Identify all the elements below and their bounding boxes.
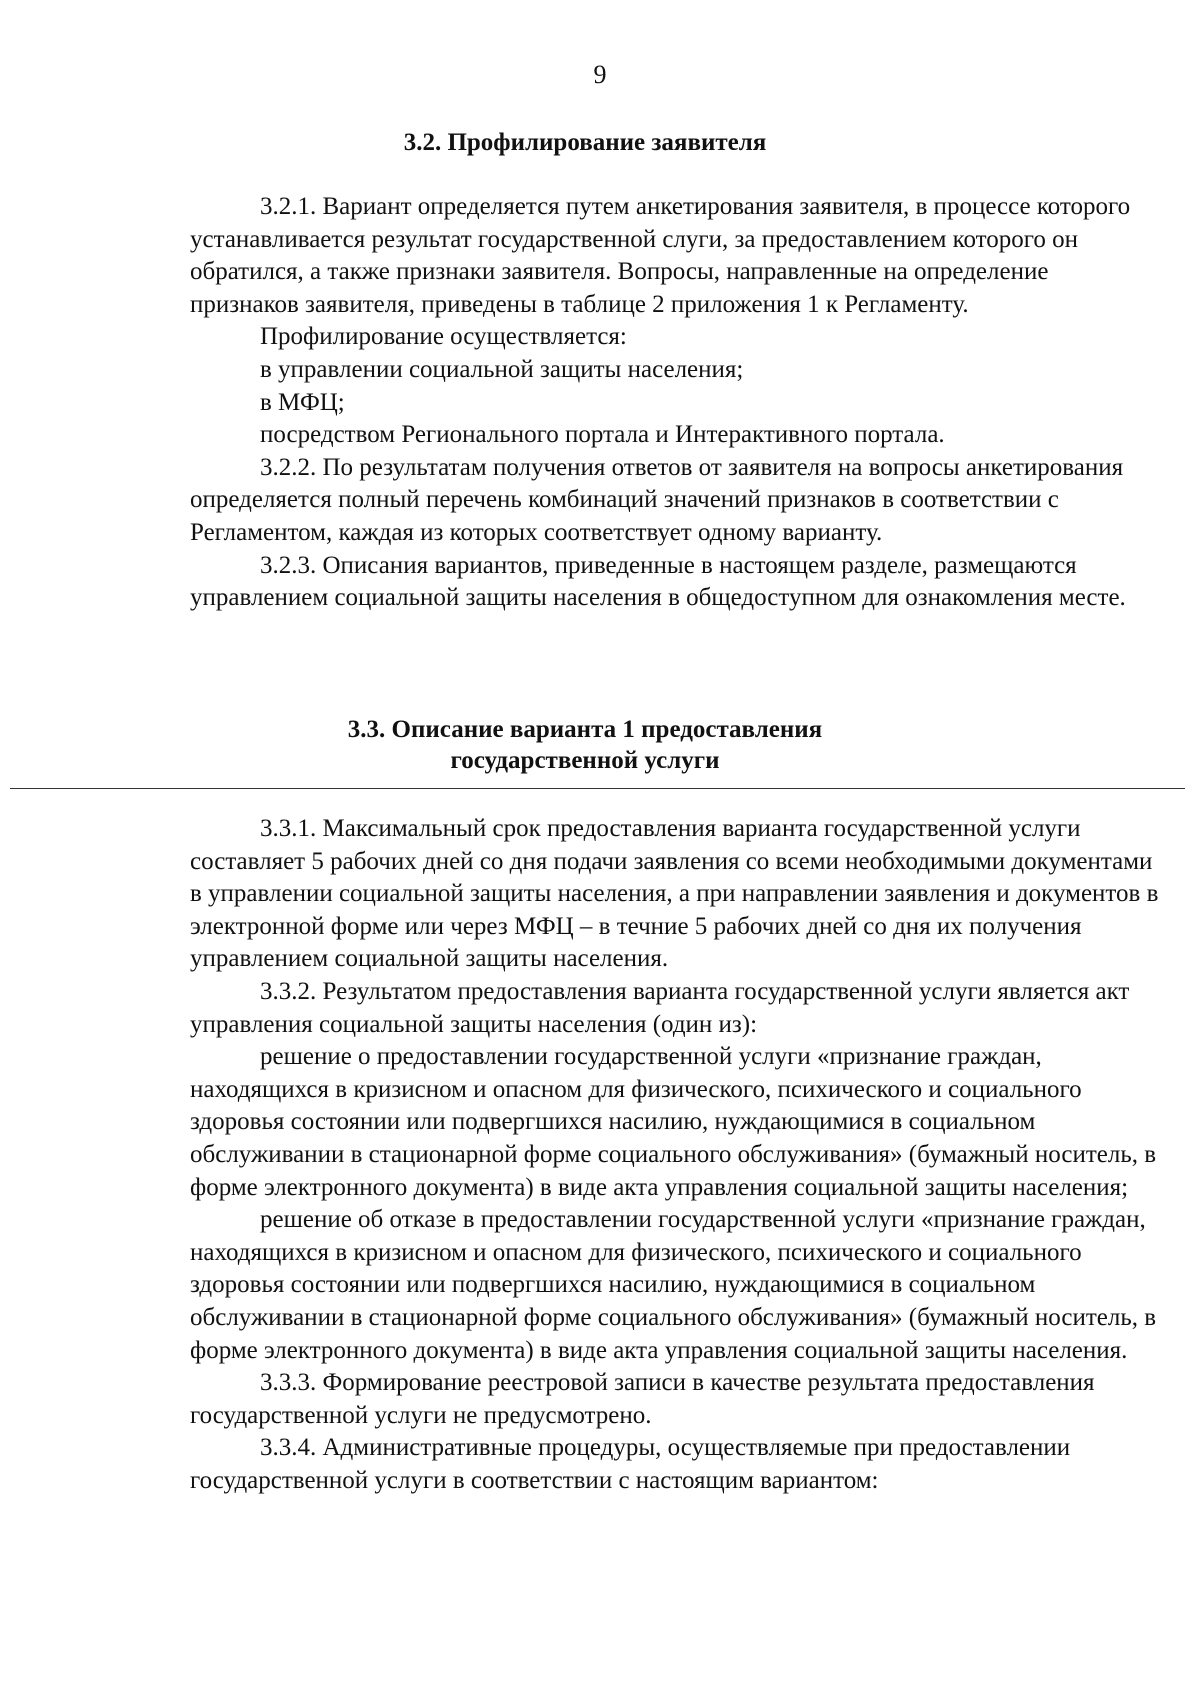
section-3-3-title-line-2: государственной услуги	[450, 747, 720, 774]
paragraph-3-3-3: 3.3.3. Формирование реестровой записи в качестве результата предоставления государственной услуги не предусмотрено.	[190, 1369, 1095, 1429]
paragraph-3-3-1: 3.3.1. Максимальный срок предоставления варианта государственной услуги составляет 5 рабочих дней со дня подачи заявления со всеми необходимыми документами в управлении социальной защиты населения, а при направлении заявления и документов в электронной форме или через МФЦ – в течние 5 рабочих дней со дня их получения управлением социальной защиты населения.	[190, 815, 1159, 973]
list-item-decision-grant: решение о предоставлении государственной услуги «признание граждан, находящихся в кризисном и опасном для физического, психического и социального здоровья состоянии или подвергшихся насилию, нуждающимися в социальном обслуживании в стационарной форме социального обслуживания» (бумажный носитель, в форме электронного документа) в виде акта управления социальной защиты населения;	[190, 1043, 1157, 1201]
list-item-decision-refusal: решение об отказе в предоставлении государственной услуги «признание граждан, находящихся в кризисном и опасном для физического, психического и социального здоровья состоянии или подвергшихся насилию, нуждающимися в социальном обслуживании в стационарной форме социального обслуживания» (бумажный носитель, в форме электронного документа) в виде акта управления социальной защиты населения.	[190, 1206, 1157, 1364]
horizontal-rule	[10, 788, 1185, 789]
list-item-portals: посредством Регионального портала и Интерактивного портала.	[260, 421, 945, 449]
section-3-3-title	[190, 714, 980, 776]
paragraph-3-2-3: 3.2.3. Описания вариантов, приведенные в настоящем разделе, размещаются управлением социальной защиты населения в общедоступном для ознакомления месте.	[190, 551, 1126, 612]
paragraph-profiling-intro: Профилирование осуществляется:	[260, 323, 627, 351]
list-item-social-protection: в управлении социальной защиты населения;	[260, 355, 744, 383]
paragraph-3-2-1: 3.2.1. Вариант определяется путем анкетирования заявителя, в процессе которого устанавливается результат государственной слуги, за предоставлением которого он обратился, а также признаки заявителя. Вопросы, направленные на определение признаков заявителя, приведены в таблице 2 приложения 1 к Регламенту.	[190, 193, 1131, 318]
section-3-3-body	[190, 813, 1163, 1497]
paragraph-3-2-2: 3.2.2. По результатам получения ответов от заявителя на вопросы анкетирования определяется полный перечень комбинаций значений признаков в соответствии с Регламентом, каждая из которых соответствует одному варианту.	[190, 453, 1124, 546]
page-number: 9	[593, 60, 607, 89]
section-3-2-title: 3.2. Профилирование заявителя	[403, 129, 767, 156]
section-3-2-body	[190, 191, 1163, 615]
section-3-3-title-line-1: 3.3. Описание варианта 1 предоставления	[347, 716, 823, 743]
paragraph-3-3-4: 3.3.4. Административные процедуры, осуществляемые при предоставлении государственной услуги в соответствии с настоящим вариантом:	[190, 1434, 1071, 1494]
list-item-mfc: в МФЦ;	[260, 388, 345, 416]
paragraph-3-3-2: 3.3.2. Результатом предоставления варианта государственной услуги является акт управления социальной защиты населения (один из):	[190, 977, 1130, 1038]
